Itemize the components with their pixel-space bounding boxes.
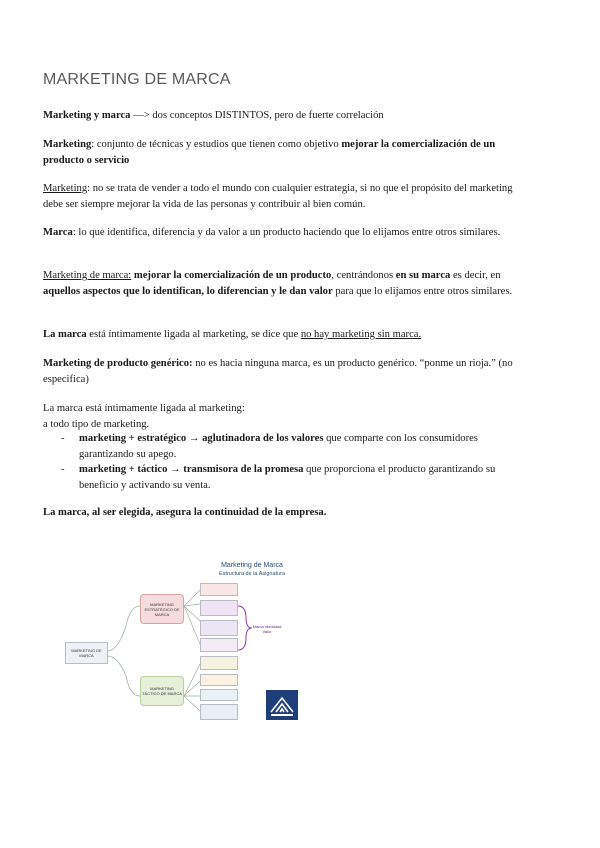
text: : no se trata de vender a todo el mundo con cualquier estrategia, si no que el propósito del marketing debe ser siempre mejorar la vida de las personas y contribuir al bien común.	[43, 183, 513, 210]
paragraph-marca-tipos	[43, 401, 513, 432]
diagram-leaf-node	[200, 638, 238, 652]
paragraph-marketing-de-marca	[43, 268, 513, 299]
bold-text: mejorar la comercialización de un producto o servicio	[43, 139, 496, 166]
underlined-text: no hay marketing sin marca.	[300, 329, 422, 340]
bold-text: mejorar la comercialización de un producto	[133, 270, 332, 281]
diagram-tactical-node: MARKETING TÁCTICO DE MARCA	[140, 676, 184, 706]
bold-text: Marketing y marca	[43, 110, 131, 121]
paragraph-continuidad	[43, 505, 513, 521]
diagram-leaf-node	[200, 583, 238, 596]
paragraph-marca-definition	[43, 225, 513, 241]
diagram-leaf-node	[200, 674, 238, 686]
bold-text: aquellos aspectos que lo identifican, lo diferencian y le dan valor	[43, 285, 333, 297]
text: : conjunto de técnicas y estudios que tienen como objetivo	[91, 139, 342, 150]
underlined-text: Marketing	[43, 183, 88, 194]
diagram-subtitle: Estructura de la Asignatura	[218, 571, 286, 577]
text: no es hacia ninguna marca, es un producto genérico. “ponme un rioja.” (no especifica)	[43, 358, 513, 385]
diagram-leaf-node	[200, 689, 238, 701]
list-item	[43, 431, 513, 462]
bold-text: La marca, al ser elegida, asegura la continuidad de la empresa.	[43, 507, 327, 518]
paragraph-producto-generico	[43, 356, 513, 387]
list-item	[43, 462, 513, 493]
text: : lo que identifica, diferencia y da valor a un producto haciendo que lo elijamos entre otros similares.	[72, 227, 501, 238]
diagram-leaf-node	[200, 704, 238, 720]
bold-text: Marca	[43, 227, 73, 238]
paragraph-marketing-purpose	[43, 181, 513, 212]
text: , centrándonos	[331, 270, 396, 281]
text: está íntimamente ligada al marketing, se dice que	[86, 329, 301, 340]
underlined-text: Marketing de marca:	[43, 270, 132, 281]
diagram-strategic-node: MARKETING ESTRATÉGICO DE MARCA	[140, 594, 184, 624]
page-title: MARKETING DE MARCA	[43, 71, 231, 88]
dash-bullet: -	[61, 464, 65, 475]
text: —> dos conceptos DISTINTOS, pero de fuerte correlación	[130, 110, 384, 121]
bold-text: marketing + táctico → transmisora de la promesa	[79, 464, 304, 475]
text: que proporciona el producto garantizando su beneficio y activando su venta.	[79, 464, 496, 491]
diagram-leaf-node	[200, 600, 238, 616]
text-line: La marca está íntimamente ligada al marketing:	[43, 403, 245, 414]
bold-text: Marketing	[43, 139, 92, 150]
diagram-root-node: MARKETING DE MARCA	[65, 642, 108, 664]
paragraph-marketing-definition	[43, 137, 513, 168]
bold-text: Marketing de producto genérico:	[43, 358, 193, 369]
paragraph-marca-ligada	[43, 327, 513, 343]
diagram-leaf-node	[200, 620, 238, 636]
text: para que lo elijamos entre otros similares.	[332, 285, 513, 297]
text-line: a todo tipo de marketing.	[43, 418, 150, 430]
diagram-leaf-node	[200, 656, 238, 670]
marketing-types-list	[43, 431, 513, 493]
university-logo-icon	[266, 690, 298, 722]
diagram-title: Marketing de Marca	[221, 562, 283, 569]
bold-text: marketing + estratégico → aglutinadora de los valores	[79, 433, 324, 444]
bold-text: La marca	[43, 329, 87, 340]
text: es decir, en	[450, 270, 501, 281]
dash-bullet: -	[61, 433, 65, 444]
diagram-side-label: Marca Identidad Valor	[252, 624, 282, 634]
paragraph-marketing-y-marca	[43, 108, 513, 124]
text: que comparte con los consumidores garantizando su apego.	[79, 433, 478, 460]
bold-text: en su marca	[395, 270, 451, 281]
